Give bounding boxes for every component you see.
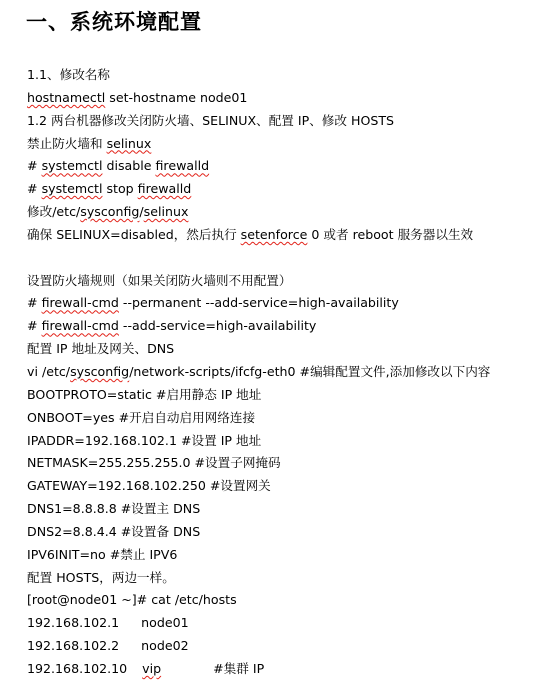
hosts-ip: 192.168.102.1 [27,615,120,631]
line-text: 1.2 两台机器修改关闭防火墙、SELINUX、配置 IP、修改 HOSTS [27,112,395,128]
command-line [27,87,539,110]
config-line [27,384,539,407]
config-line [27,475,539,498]
line-text: 0 或者 reboot 服务器以生效 [307,226,474,242]
text-line [27,270,539,293]
spellcheck-word: firewalld [137,181,192,197]
spellcheck-word: setenforce [240,226,308,242]
config-line [27,498,539,521]
config-line [27,521,539,544]
blank-line [27,247,539,270]
section-heading: 一、系统环境配置 [26,10,202,34]
command-line [27,155,539,178]
hosts-name: node02 [141,638,189,654]
line-text: NETMASK=255.255.255.0 #设置子网掩码 [27,455,281,471]
line-text: / [139,204,144,220]
spellcheck-word: selinux [143,204,189,220]
hosts-entry [27,635,539,658]
command-line [27,361,539,384]
hosts-entry [27,612,539,635]
spellcheck-word: firewall-cmd [41,295,119,311]
line-text: set-hostname node01 [105,89,248,105]
subsection-heading [27,64,539,87]
line-text: 设置防火墙规则（如果关闭防火墙则不用配置） [27,272,292,288]
line-text: 禁止防火墙和 [27,135,107,151]
spellcheck-word: sysconfig [70,363,130,379]
subsection-heading [27,110,539,133]
spellcheck-word: sysconfig [80,204,140,220]
line-text: stop [102,181,138,197]
line-text: vi /etc/ [27,363,71,379]
text-line [27,201,539,224]
line-text: 配置 HOSTS，两边一样。 [27,569,175,585]
line-text: 1.1、修改名称 [27,67,110,82]
line-text: # [27,158,42,174]
command-line [27,589,539,612]
spellcheck-word: systemctl [41,181,103,197]
line-text: 修改/etc/ [27,204,81,220]
line-text: DNS2=8.8.4.4 #设置备 DNS [27,523,201,539]
config-line [27,430,539,453]
line-text: ONBOOT=yes #开启自动启用网络连接 [27,409,256,425]
line-text: 配置 IP 地址及网关、DNS [27,341,175,357]
line-text: DNS1=8.8.8.8 #设置主 DNS [27,501,201,517]
config-line [27,452,539,475]
spellcheck-word: firewalld [155,158,210,174]
spellcheck-word: selinux [106,135,152,151]
config-line [27,407,539,430]
spellcheck-word: vip [142,660,162,676]
document-body [27,64,539,681]
line-text: disable [102,158,156,174]
line-text: IPADDR=192.168.102.1 #设置 IP 地址 [27,432,262,448]
text-line [27,133,539,156]
line-text: --permanent --add-service=high-availability [118,295,399,311]
text-line [27,567,539,590]
line-text: GATEWAY=192.168.102.250 #设置网关 [27,478,271,494]
line-text: [root@node01 ~]# cat /etc/hosts [27,592,237,608]
hosts-ip: 192.168.102.10 [27,660,128,676]
line-text: BOOTPROTO=static #启用静态 IP 地址 [27,386,262,402]
command-line [27,292,539,315]
command-line [27,315,539,338]
line-text: 确保 SELINUX=disabled，然后执行 [27,226,241,242]
line-text: # [27,181,42,197]
line-text: --add-service=high-availability [118,318,317,334]
spellcheck-word: systemctl [41,158,103,174]
command-line [27,178,539,201]
config-line [27,544,539,567]
hosts-entry [27,658,539,681]
spellcheck-word: firewall-cmd [41,318,119,334]
text-line [27,224,539,247]
hosts-ip: 192.168.102.2 [27,638,120,654]
line-text: /network-scripts/ifcfg-eth0 #编辑配置文件,添加修改以下内容 [129,363,491,379]
hosts-comment: #集群 IP [213,660,265,676]
line-text: # [27,318,42,334]
text-line [27,338,539,361]
line-text: # [27,295,42,311]
line-text: IPV6INIT=no #禁止 IPV6 [27,546,178,562]
hosts-name: node01 [141,615,189,631]
spellcheck-word: hostnamectl [27,89,106,105]
